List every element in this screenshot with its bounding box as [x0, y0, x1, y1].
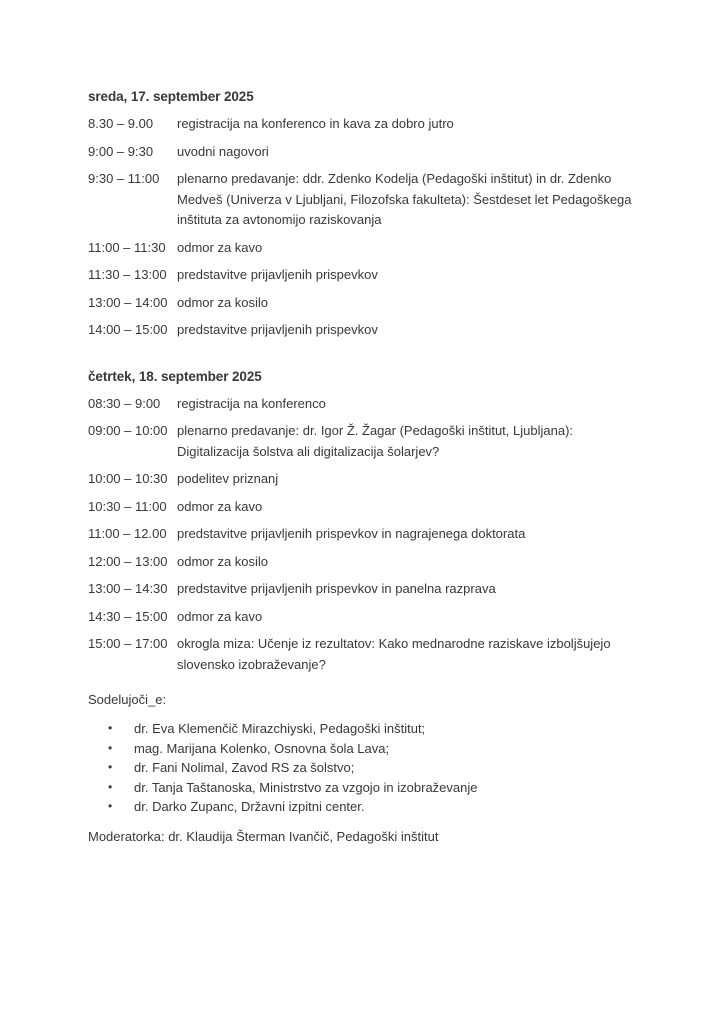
event-description: odmor za kosilo	[177, 294, 269, 310]
event-description: odmor za kavo	[177, 608, 263, 624]
event-description: okrogla miza: Učenje iz rezultatov: Kako mednarodne raziskave izboljšujejo slovensko izobraževanje?	[177, 636, 611, 672]
schedule-row	[88, 394, 643, 415]
time-range: 15:00 – 17:00	[88, 636, 168, 651]
event-description: registracija na konferenco in kava za dobro jutro	[177, 116, 454, 131]
day-section-thursday	[88, 366, 643, 676]
event-description: uvodni nagovori	[177, 143, 269, 159]
schedule-row	[88, 238, 643, 259]
time-range: 13:00 – 14:00	[88, 294, 168, 310]
event-description: plenarno predavanje: ddr. Zdenko Kodelja (Pedagoški inštitut) in dr. Zdenko Medveš (Univerza v Ljubljani, Filozofska fakulteta): Šestdeset let Pedagoškega inštituta za avtonomijo raziskovanja	[177, 171, 632, 227]
time-range: 10:00 – 10:30	[88, 471, 168, 486]
schedule-row	[88, 169, 643, 231]
bullet-icon: •	[108, 760, 113, 774]
time-range: 9:30 – 11:00	[88, 171, 160, 186]
event-description: odmor za kavo	[177, 498, 263, 514]
participant-name: dr. Darko Zupanc, Državni izpitni center.	[134, 799, 365, 814]
time-range: 14:00 – 15:00	[88, 322, 168, 337]
program-content	[88, 86, 643, 847]
participant-item	[88, 778, 643, 798]
bullet-icon: •	[108, 740, 113, 755]
day-heading: sreda, 17. september 2025	[88, 89, 254, 104]
event-description: predstavitve prijavljenih prispevkov in panelna razprava	[177, 581, 496, 596]
moderator-line: Moderatorka: dr. Klaudija Šterman Ivančič, Pedagoški inštitut	[88, 828, 439, 844]
bullet-icon: •	[108, 779, 113, 794]
participant-name: mag. Marijana Kolenko, Osnovna šola Lava;	[134, 740, 390, 756]
schedule-row	[88, 497, 643, 518]
schedule-row	[88, 524, 643, 545]
event-description: predstavitve prijavljenih prispevkov in nagrajenega doktorata	[177, 526, 526, 541]
event-description: predstavitve prijavljenih prispevkov	[177, 322, 378, 337]
schedule-row	[88, 421, 643, 462]
schedule-row	[88, 579, 643, 600]
event-description: odmor za kavo	[177, 239, 263, 255]
time-range: 11:00 – 11:30	[88, 239, 166, 255]
participant-item	[88, 758, 643, 778]
participants-list	[88, 719, 643, 817]
schedule-row	[88, 607, 643, 628]
day-section-wednesday	[88, 86, 643, 341]
participant-name: dr. Fani Nolimal, Zavod RS za šolstvo;	[134, 760, 355, 775]
event-description: plenarno predavanje: dr. Igor Ž. Žagar (Pedagoški inštitut, Ljubljana): Digitalizacija šolstva ali digitalizacija šolarjev?	[177, 423, 574, 459]
event-description: predstavitve prijavljenih prispevkov	[177, 267, 378, 282]
schedule-row	[88, 469, 643, 490]
time-range: 11:00 – 12.00	[88, 526, 167, 541]
schedule-row	[88, 634, 643, 675]
time-range: 13:00 – 14:30	[88, 581, 168, 596]
time-range: 11:30 – 13:00	[88, 267, 167, 282]
schedule-row	[88, 114, 643, 135]
event-description: odmor za kosilo	[177, 553, 269, 569]
time-range: 9:00 – 9:30	[88, 143, 154, 159]
schedule-row	[88, 293, 643, 314]
time-range: 09:00 – 10:00	[88, 423, 168, 438]
time-range: 12:00 – 13:00	[88, 553, 168, 569]
participant-item	[88, 739, 643, 759]
bullet-icon: •	[108, 721, 113, 735]
time-range: 10:30 – 11:00	[88, 498, 167, 514]
schedule-row	[88, 142, 643, 163]
participant-item	[88, 719, 643, 739]
participants-heading: Sodelujoči_e:	[88, 692, 167, 707]
schedule-row	[88, 265, 643, 286]
schedule-row	[88, 320, 643, 341]
time-range: 14:30 – 15:00	[88, 608, 168, 624]
bullet-icon: •	[108, 799, 113, 813]
day-heading: četrtek, 18. september 2025	[88, 368, 262, 384]
participant-name: dr. Tanja Taštanoska, Ministrstvo za vzgojo in izobraževanje	[134, 779, 478, 795]
time-range: 8.30 – 9.00	[88, 116, 154, 131]
time-range: 08:30 – 9:00	[88, 395, 161, 411]
participant-item	[88, 797, 643, 817]
event-description: podelitev priznanj	[177, 471, 279, 486]
schedule-row	[88, 552, 643, 573]
participant-name: dr. Eva Klemenčič Mirazchiyski, Pedagoški inštitut;	[134, 721, 426, 736]
event-description: registracija na konferenco	[177, 395, 326, 411]
